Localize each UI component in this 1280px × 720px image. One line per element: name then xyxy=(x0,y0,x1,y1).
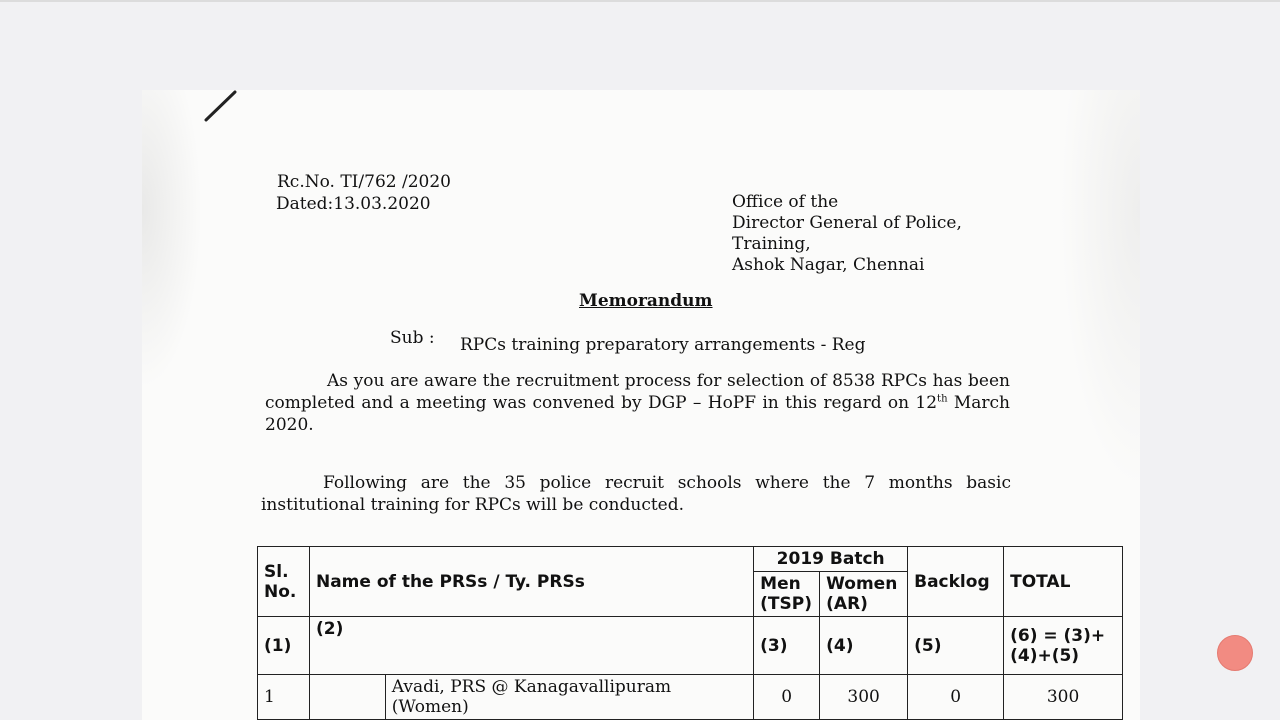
paragraph-text: As you are aware the recruitment process for selection of 8538 RPCs has been completed and a meeting was convened by DGP – HoPF in this regard on 12 xyxy=(265,371,1010,413)
paragraph-recruitment xyxy=(265,370,1010,436)
subject-label: Sub : xyxy=(390,328,435,348)
index-sl: (1) xyxy=(258,617,310,675)
header-2019-batch: 2019 Batch xyxy=(754,547,908,572)
header-backlog: Backlog xyxy=(908,547,1004,617)
header-women: Women (AR) xyxy=(820,572,908,617)
row-blank xyxy=(309,675,385,720)
document-date: Dated:13.03.2020 xyxy=(276,194,431,214)
scan-shadow-right xyxy=(1060,90,1140,490)
row-total: 300 xyxy=(1004,675,1123,720)
index-men: (3) xyxy=(754,617,820,675)
row-men: 0 xyxy=(754,675,820,720)
office-line: Director General of Police, xyxy=(732,213,962,233)
superscript-th: th xyxy=(937,393,948,405)
table-index-row xyxy=(258,617,1123,675)
row-women: 300 xyxy=(820,675,908,720)
subject-text: RPCs training preparatory arrangements - Reg xyxy=(460,335,866,355)
pen-mark-icon xyxy=(202,90,242,130)
header-prs-name: Name of the PRSs / Ty. PRSs xyxy=(309,547,753,617)
header-men: Men (TSP) xyxy=(754,572,820,617)
row-prs-name: Avadi, PRS @ Kanagavallipuram (Women) xyxy=(385,675,753,720)
index-backlog: (5) xyxy=(908,617,1004,675)
header-total: TOTAL xyxy=(1004,547,1123,617)
index-name: (2) xyxy=(309,617,753,675)
table-row xyxy=(258,675,1123,720)
prs-table xyxy=(257,546,1123,720)
row-backlog: 0 xyxy=(908,675,1004,720)
paragraph-text: Following are the 35 police recruit schools where the 7 months basic institutional training for RPCs will be conducted. xyxy=(261,473,1011,515)
paragraph-schools xyxy=(261,472,1011,516)
row-sl: 1 xyxy=(258,675,310,720)
index-total: (6) = (3)+(4)+(5) xyxy=(1004,617,1123,675)
record-button[interactable] xyxy=(1217,635,1253,671)
office-address xyxy=(732,192,962,276)
scan-shadow-left xyxy=(142,90,202,390)
office-line: Training, xyxy=(732,234,811,254)
office-line: Ashok Nagar, Chennai xyxy=(732,255,925,275)
index-women: (4) xyxy=(820,617,908,675)
table-header-row xyxy=(258,547,1123,572)
memorandum-title: Memorandum xyxy=(579,291,713,311)
paragraph-text-end: March 2020. xyxy=(265,393,1010,435)
scanned-document-page xyxy=(142,90,1140,720)
header-sl-no: Sl. No. xyxy=(258,547,310,617)
reference-number: Rc.No. TI/762 /2020 xyxy=(277,172,451,192)
office-line: Office of the xyxy=(732,192,839,212)
